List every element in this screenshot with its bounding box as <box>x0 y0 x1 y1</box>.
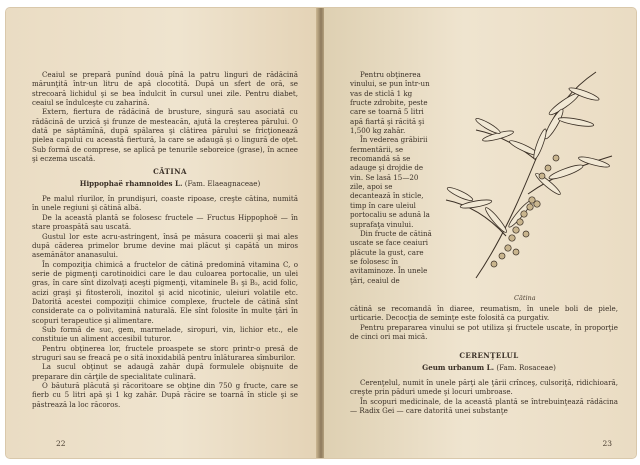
section-heading-catina: CĂTINA <box>153 167 187 177</box>
paragraph: Pentru obţinerea lor, fructele proaspete se storc printr-o presă de struguri sau se freacă pe o sită inoxidabilă pentru înlăturarea sîmburilor. <box>32 343 298 362</box>
latin-name: Hippophaë rhamnoides L. <box>79 178 183 188</box>
paragraph: O băutură plăcută şi răcoritoare se obţine din 750 g fructe, care se fierb cu 5 litri apă şi 1 kg zahăr. După răcire se toarnă în sticle şi se păstrează la loc răcoros. <box>32 381 298 409</box>
page-number: 23 <box>602 439 612 448</box>
paragraph: cătină se recomandă în diaree, reumatism, în unele boli de piele, urticarie. Decocţia de seminţe este folosită ca purgativ. <box>350 304 618 323</box>
paragraph: Cerenţelul, numit în unele părţi ale ţării crînceş, culsoriţă, ridichioară, creşte prin păduri umede şi locuri umbroase. <box>350 378 618 397</box>
right-page <box>324 8 636 458</box>
right-side-column <box>350 70 432 285</box>
paragraph: Din fructe de cătină uscate se face ceaiuri plăcute la gust, care se folosesc în avitaminoze. În unele ţări, ceaiul de <box>350 228 432 285</box>
paragraph: Ceaiul se prepară punînd două pînă la patru linguri de rădăcină mărunţită într-un litru de apă clocotită. După un sfert de oră, se strecoară lichidul şi se bea îndulcit în cursul unei zile. Pentru diabet, ceaiul se îndulceşte cu zaharină. <box>32 70 298 108</box>
paragraph: În scopuri medicinale, de la această plantă se întrebuinţează rădăcina — Radix Gei — care datorită unei substanţe <box>350 396 618 416</box>
section-subheading-cerentelul <box>350 363 618 372</box>
paragraph: Extern, fiertura de rădăcină de brusture, singură sau asociată cu rădăcină de urzică şi frunze de mesteacăn, ajută la creşterea părului. O dată pe săptămînă, după spălarea şi clătirea părului se fricţionează pielea capului cu această fiertură, la care se adaugă şi o lingură de oţet. Sub formă de comprese, se aplică pe tenurile seboreice (grase), în acnee şi eczema uscată. <box>32 107 298 164</box>
paragraph: Gustul lor este acru-astringent, însă pe măsura coacerii şi mai ales după căderea primelor brume devine mai plăcut şi capătă un miros asemănător ananasului. <box>32 231 298 260</box>
right-page-text <box>350 304 618 415</box>
plant-family: (Fam. Elaeagnaceae) <box>184 178 261 188</box>
paragraph: Pe malul rîurilor, în prundişuri, coaste ripoase, creşte cătina, numită în unele regiuni şi cătină albă. <box>32 194 298 213</box>
section-heading-cerentelul: CERENŢELUL <box>459 351 519 361</box>
left-page-text <box>32 70 298 409</box>
paragraph: De la această plantă se folosesc fructele — Fructus Hippophoë — în stare proaspătă sau uscată. <box>32 212 298 232</box>
left-page <box>6 8 318 458</box>
latin-name: Geum urbanum L. <box>422 362 495 372</box>
paragraph: În vederea grăbirii fermentării, se recomandă să se adauge şi drojdie de vin. Se lasă 15—20 zile, apoi se decantează în sticle, timp în care uleiul portocaliu se adună la suprafaţa vinului. <box>350 135 430 229</box>
paragraph: La sucul obţinut se adaugă zahăr după formulele obişnuite de preparare din cărţile de specialitate culinară. <box>32 362 298 381</box>
plant-family: (Fam. Rosaceae) <box>496 362 556 372</box>
page-number: 22 <box>56 439 66 448</box>
section-subheading-catina <box>32 179 298 188</box>
paragraph: În compoziţia chimică a fructelor de cătină predomină vitamina C, o serie de pigmenţi carotinoidici care le dau culoarea portocalie, un ulei gras, în care sînt dizolvaţi aceşti pigmenţi, vitaminele B₁ şi B₂, acid folic, acizi graşi şi fitosteroli, inozitol şi acid nicotinic, uleiuri volatile etc. Datorită acestei compoziţii chimice complexe, fructele de cătină sînt considerate ca o polivitamină naturală. Ele sînt folosite în multe ţări în scopuri terapeutice şi alimentare. <box>32 259 298 325</box>
paragraph: Pentru prepararea vinului se pot utiliza şi fructele uscate, în proporţie de cinci ori mai mică. <box>350 322 618 342</box>
paragraph: Pentru obţinerea vinului, se pun într-un vas de sticlă 1 kg fructe zdrobite, peste care se toarnă 5 litri apă fiartă şi răcită şi 1,500 kg zahăr. <box>350 70 430 136</box>
open-book <box>6 8 636 458</box>
catina-plant-illustration <box>436 64 624 292</box>
paragraph: Sub formă de suc, gem, marmelade, siropuri, vin, lichior etc., ele constituie un aliment accesibil tuturor. <box>32 324 298 344</box>
figure-caption: Cătina <box>514 294 536 302</box>
